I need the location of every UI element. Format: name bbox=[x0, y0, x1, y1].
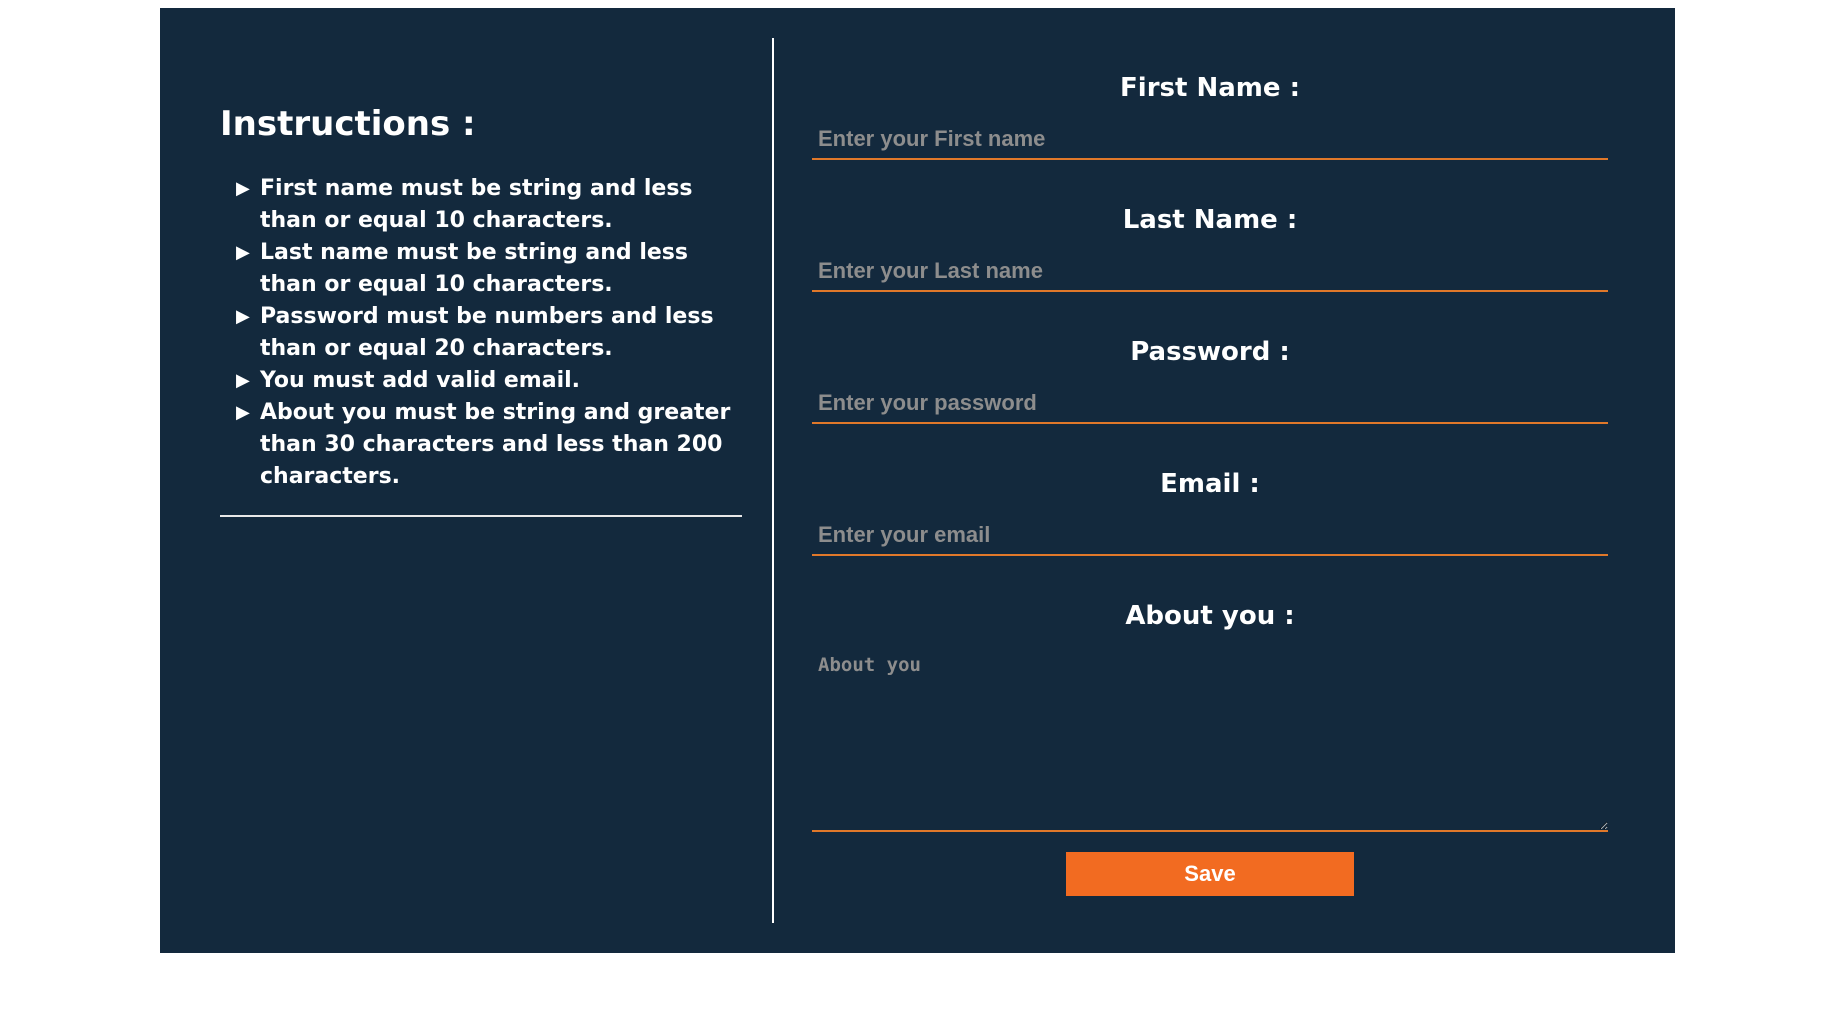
password-label: Password : bbox=[1130, 337, 1290, 367]
instruction-text: About you must be string and greater than 30 characters and less than 200 characters. bbox=[260, 400, 731, 489]
about-you-label: About you : bbox=[1125, 601, 1295, 631]
email-label: Email : bbox=[1160, 469, 1260, 499]
first-name-input[interactable] bbox=[812, 120, 1608, 160]
instructions-title: Instructions : bbox=[220, 104, 476, 144]
about-you-textarea[interactable] bbox=[812, 648, 1608, 832]
instruction-text: Last name must be string and less than or equal 10 characters. bbox=[260, 240, 688, 297]
triangle-right-icon: ▶ bbox=[236, 402, 250, 423]
triangle-right-icon: ▶ bbox=[236, 370, 250, 391]
email-input[interactable] bbox=[812, 516, 1608, 556]
instruction-item bbox=[220, 173, 742, 237]
instruction-text: First name must be string and less than or equal 10 characters. bbox=[260, 176, 693, 233]
instruction-item bbox=[220, 237, 742, 301]
instruction-item bbox=[220, 397, 742, 493]
last-name-label: Last Name : bbox=[1122, 205, 1298, 235]
instruction-text: You must add valid email. bbox=[260, 368, 581, 393]
instruction-item bbox=[220, 301, 742, 365]
instruction-item bbox=[220, 365, 742, 397]
first-name-label: First Name : bbox=[1120, 73, 1300, 103]
triangle-right-icon: ▶ bbox=[236, 242, 250, 263]
registration-card bbox=[160, 8, 1675, 953]
instruction-text: Password must be numbers and less than or equal 20 characters. bbox=[260, 304, 714, 361]
instructions-list bbox=[220, 173, 742, 517]
password-input[interactable] bbox=[812, 384, 1608, 424]
registration-form bbox=[812, 70, 1608, 896]
instructions-panel bbox=[220, 103, 742, 517]
save-button[interactable]: Save bbox=[1066, 852, 1354, 896]
triangle-right-icon: ▶ bbox=[236, 178, 250, 199]
last-name-input[interactable] bbox=[812, 252, 1608, 292]
vertical-divider bbox=[772, 38, 774, 923]
triangle-right-icon: ▶ bbox=[236, 306, 250, 327]
